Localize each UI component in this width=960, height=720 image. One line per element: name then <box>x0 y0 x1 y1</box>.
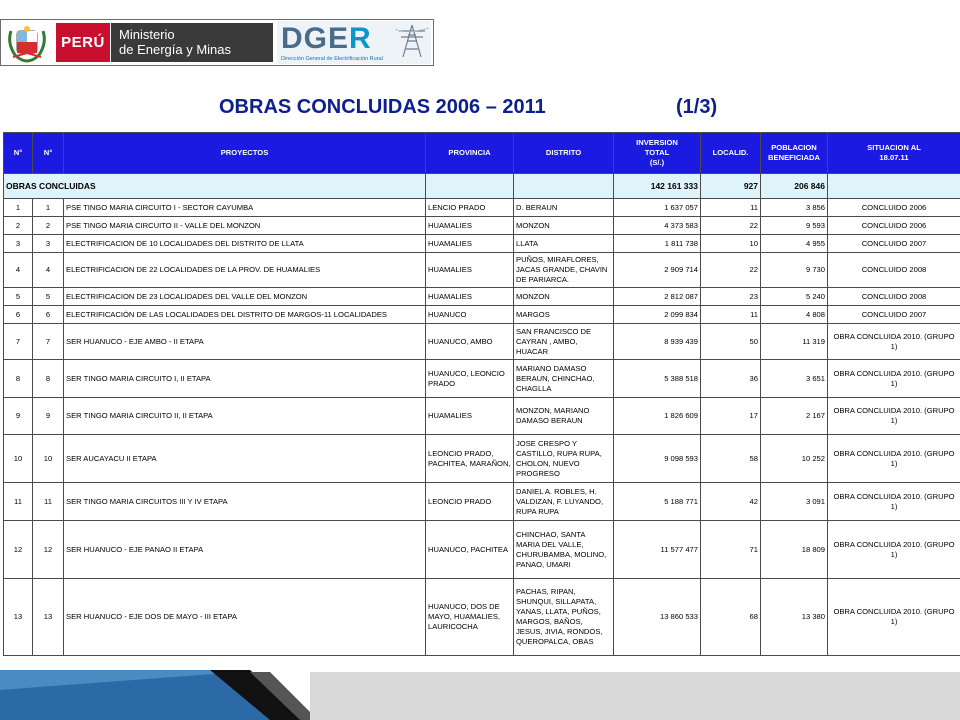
row-poblacion: 2 167 <box>761 398 828 435</box>
row-proyecto: PSE TINGO MARIA CIRCUITO I - SECTOR CAYUMBA <box>64 199 426 217</box>
row-situacion: CONCLUIDO 2008 <box>828 253 960 288</box>
header-proyectos: PROYECTOS <box>64 133 426 174</box>
row-distrito: DANIEL A. ROBLES, H. VALDIZAN, F. LUYANDO, RUPA RUPA <box>514 483 614 521</box>
row-distrito: MONZON <box>514 217 614 235</box>
row-distrito: MARGOS <box>514 306 614 324</box>
row-poblacion: 18 809 <box>761 521 828 579</box>
row-provincia: HUAMALIES <box>426 288 514 306</box>
row-number-2: 6 <box>33 306 64 324</box>
row-number-2: 12 <box>33 521 64 579</box>
row-inversion: 13 860 533 <box>614 579 701 656</box>
table-header-row <box>4 133 960 174</box>
row-situacion: OBRA CONCLUIDA 2010. (GRUPO 1) <box>828 360 960 398</box>
row-provincia: HUAMALIES <box>426 217 514 235</box>
row-localid: 42 <box>701 483 761 521</box>
row-number-1: 2 <box>4 217 33 235</box>
row-inversion: 1 637 057 <box>614 199 701 217</box>
row-distrito: MARIANO DAMASO BERAUN, CHINCHAO, CHAGLLA <box>514 360 614 398</box>
table-row <box>4 253 960 288</box>
title-page: (1/3) <box>676 96 718 118</box>
row-localid: 17 <box>701 398 761 435</box>
obras-table <box>3 132 960 656</box>
row-provincia: HUAMALIES <box>426 398 514 435</box>
row-provincia: LEONCIO PRADO, PACHITEA, MARAÑON, <box>426 435 514 483</box>
row-situacion: CONCLUIDO 2006 <box>828 199 960 217</box>
row-number-2: 3 <box>33 235 64 253</box>
row-distrito: JOSE CRESPO Y CASTILLO, RUPA RUPA, CHOLON, NUEVO PROGRESO <box>514 435 614 483</box>
row-situacion: OBRA CONCLUIDA 2010. (GRUPO 1) <box>828 398 960 435</box>
row-distrito: CHINCHAO, SANTA MARIA DEL VALLE, CHURUBAMBA, MOLINO, PANAO, UMARI <box>514 521 614 579</box>
row-distrito: MONZON <box>514 288 614 306</box>
row-proyecto: SER HUANUCO - EJE PANAO II ETAPA <box>64 521 426 579</box>
row-proyecto: ELECTRIFICACIÓN DE LAS LOCALIDADES DEL DISTRITO DE MARGOS-11 LOCALIDADES <box>64 306 426 324</box>
row-number-2: 5 <box>33 288 64 306</box>
table-row <box>4 324 960 360</box>
row-provincia: HUANUCO, PACHITEA <box>426 521 514 579</box>
row-number-2: 8 <box>33 360 64 398</box>
row-provincia: LEONCIO PRADO <box>426 483 514 521</box>
row-number-1: 9 <box>4 398 33 435</box>
row-poblacion: 3 091 <box>761 483 828 521</box>
row-poblacion: 3 856 <box>761 199 828 217</box>
peru-coat-of-arms-icon <box>5 23 49 63</box>
row-poblacion: 4 808 <box>761 306 828 324</box>
dger-wordmark <box>281 23 372 55</box>
row-number-1: 1 <box>4 199 33 217</box>
ministry-name <box>111 23 273 62</box>
row-number-1: 5 <box>4 288 33 306</box>
row-provincia: HUANUCO, AMBO <box>426 324 514 360</box>
logo-banner <box>0 19 434 66</box>
row-localid: 22 <box>701 217 761 235</box>
row-number-1: 10 <box>4 435 33 483</box>
table-row <box>4 483 960 521</box>
dger-subtitle: Dirección General de Electrificación Rural <box>281 56 383 62</box>
row-number-2: 10 <box>33 435 64 483</box>
header-provincia: PROVINCIA <box>426 133 514 174</box>
header-poblacion-line-2: BENEFICIADA <box>768 153 820 162</box>
row-provincia: HUANUCO, LEONCIO PRADO <box>426 360 514 398</box>
peru-label: PERÚ <box>56 23 110 62</box>
summary-row <box>4 174 960 199</box>
summary-label: OBRAS CONCLUIDAS <box>4 174 426 199</box>
summary-distrito-cell <box>514 174 614 199</box>
row-number-2: 7 <box>33 324 64 360</box>
row-number-1: 13 <box>4 579 33 656</box>
row-inversion: 2 812 087 <box>614 288 701 306</box>
row-situacion: CONCLUIDO 2006 <box>828 217 960 235</box>
row-localid: 36 <box>701 360 761 398</box>
row-number-2: 9 <box>33 398 64 435</box>
row-inversion: 11 577 477 <box>614 521 701 579</box>
row-distrito: PACHAS, RIPAN, SHUNQUI, SILLAPATA, YANAS, LLATA, PUÑOS, MARGOS, BAÑOS, JESUS, JIVIA, RONDOS, QUEROPALCA, OBAS <box>514 579 614 656</box>
row-situacion: OBRA CONCLUIDA 2010. (GRUPO 1) <box>828 435 960 483</box>
row-number-1: 3 <box>4 235 33 253</box>
table-row <box>4 217 960 235</box>
table-row <box>4 288 960 306</box>
row-proyecto: ELECTRIFICACION DE 10 LOCALIDADES DEL DISTRITO DE LLATA <box>64 235 426 253</box>
row-number-2: 13 <box>33 579 64 656</box>
header-num-2: N° <box>33 133 64 174</box>
row-number-2: 1 <box>33 199 64 217</box>
summary-poblacion: 206 846 <box>761 174 828 199</box>
header-inversion <box>614 133 701 174</box>
dger-logo <box>277 21 431 64</box>
row-distrito: SAN FRANCISCO DE CAYRAN , AMBO, HUACAR <box>514 324 614 360</box>
header-situacion <box>828 133 960 174</box>
row-provincia: HUAMALIES <box>426 235 514 253</box>
row-provincia: LENCIO PRADO <box>426 199 514 217</box>
summary-localid: 927 <box>701 174 761 199</box>
row-localid: 22 <box>701 253 761 288</box>
table-row <box>4 306 960 324</box>
row-localid: 10 <box>701 235 761 253</box>
table-row <box>4 579 960 656</box>
power-tower-icon <box>395 23 429 59</box>
header-num-1: N° <box>4 133 33 174</box>
row-situacion: CONCLUIDO 2007 <box>828 235 960 253</box>
row-situacion: OBRA CONCLUIDA 2010. (GRUPO 1) <box>828 483 960 521</box>
row-number-2: 2 <box>33 217 64 235</box>
header-distrito: DISTRITO <box>514 133 614 174</box>
row-situacion: CONCLUIDO 2007 <box>828 306 960 324</box>
header-poblacion <box>761 133 828 174</box>
table-row <box>4 199 960 217</box>
header-localid: LOCALID. <box>701 133 761 174</box>
row-number-1: 8 <box>4 360 33 398</box>
row-poblacion: 3 651 <box>761 360 828 398</box>
dger-prefix: DGE <box>281 22 350 55</box>
header-poblacion-line-1: POBLACION <box>771 143 817 152</box>
row-inversion: 5 388 518 <box>614 360 701 398</box>
row-proyecto: SER HUANUCO - EJE DOS DE MAYO - III ETAPA <box>64 579 426 656</box>
row-number-1: 12 <box>4 521 33 579</box>
row-localid: 11 <box>701 306 761 324</box>
row-poblacion: 11 319 <box>761 324 828 360</box>
row-situacion: OBRA CONCLUIDA 2010. (GRUPO 1) <box>828 324 960 360</box>
row-distrito: MONZON, MARIANO DAMASO BERAUN <box>514 398 614 435</box>
table-row <box>4 235 960 253</box>
row-number-1: 7 <box>4 324 33 360</box>
row-proyecto: ELECTRIFICACION DE 22 LOCALIDADES DE LA PROV. DE HUAMALIES <box>64 253 426 288</box>
row-localid: 11 <box>701 199 761 217</box>
row-inversion: 5 188 771 <box>614 483 701 521</box>
row-distrito: LLATA <box>514 235 614 253</box>
row-proyecto: SER AUCAYACU II ETAPA <box>64 435 426 483</box>
row-poblacion: 13 380 <box>761 579 828 656</box>
row-inversion: 1 811 738 <box>614 235 701 253</box>
row-inversion: 8 939 439 <box>614 324 701 360</box>
row-inversion: 2 909 714 <box>614 253 701 288</box>
title-main: OBRAS CONCLUIDAS 2006 – 2011 <box>219 96 546 118</box>
row-situacion: CONCLUIDO 2008 <box>828 288 960 306</box>
table-row <box>4 398 960 435</box>
ministry-line-2: de Energía y Minas <box>119 42 232 57</box>
footer-decoration <box>0 670 960 720</box>
row-number-1: 4 <box>4 253 33 288</box>
header-inversion-line-1: INVERSION <box>636 138 678 147</box>
row-situacion: OBRA CONCLUIDA 2010. (GRUPO 1) <box>828 521 960 579</box>
row-proyecto: SER TINGO MARIA CIRCUITOS III Y IV ETAPA <box>64 483 426 521</box>
row-inversion: 1 826 609 <box>614 398 701 435</box>
row-localid: 50 <box>701 324 761 360</box>
row-number-2: 4 <box>33 253 64 288</box>
table-row <box>4 360 960 398</box>
table-row <box>4 521 960 579</box>
row-localid: 58 <box>701 435 761 483</box>
row-localid: 23 <box>701 288 761 306</box>
row-provincia: HUANUCO <box>426 306 514 324</box>
dger-suffix: R <box>349 22 372 55</box>
row-situacion: OBRA CONCLUIDA 2010. (GRUPO 1) <box>828 579 960 656</box>
summary-provincia-cell <box>426 174 514 199</box>
row-poblacion: 5 240 <box>761 288 828 306</box>
row-number-1: 6 <box>4 306 33 324</box>
ministry-line-1: Ministerio <box>119 27 175 42</box>
row-proyecto: SER TINGO MARIA CIRCUITO II, II ETAPA <box>64 398 426 435</box>
table-row <box>4 435 960 483</box>
row-distrito: D. BERAUN <box>514 199 614 217</box>
row-inversion: 9 098 593 <box>614 435 701 483</box>
row-proyecto: ELECTRIFICACION DE 23 LOCALIDADES DEL VALLE DEL MONZON <box>64 288 426 306</box>
header-situacion-line-2: 18.07.11 <box>879 153 909 162</box>
row-number-2: 11 <box>33 483 64 521</box>
row-localid: 68 <box>701 579 761 656</box>
row-poblacion: 9 593 <box>761 217 828 235</box>
summary-inversion: 142 161 333 <box>614 174 701 199</box>
row-provincia: HUANUCO, DOS DE MAYO, HUAMALIES, LAURICOCHA <box>426 579 514 656</box>
header-situacion-line-1: SITUACION AL <box>867 143 921 152</box>
row-poblacion: 4 955 <box>761 235 828 253</box>
row-proyecto: SER HUANUCO - EJE AMBO - II ETAPA <box>64 324 426 360</box>
row-inversion: 2 099 834 <box>614 306 701 324</box>
row-poblacion: 9 730 <box>761 253 828 288</box>
row-inversion: 4 373 583 <box>614 217 701 235</box>
row-proyecto: PSE TINGO MARIA CIRCUITO II - VALLE DEL MONZON <box>64 217 426 235</box>
summary-situacion-cell <box>828 174 960 199</box>
row-distrito: PUÑOS, MIRAFLORES, JACAS GRANDE, CHAVIN DE PARIARCA. <box>514 253 614 288</box>
row-provincia: HUAMALIES <box>426 253 514 288</box>
header-inversion-line-2: TOTAL <box>644 148 670 157</box>
header-inversion-line-3: (S/.) <box>649 158 665 167</box>
row-localid: 71 <box>701 521 761 579</box>
row-proyecto: SER TINGO MARIA CIRCUITO I, II ETAPA <box>64 360 426 398</box>
row-number-1: 11 <box>4 483 33 521</box>
row-poblacion: 10 252 <box>761 435 828 483</box>
